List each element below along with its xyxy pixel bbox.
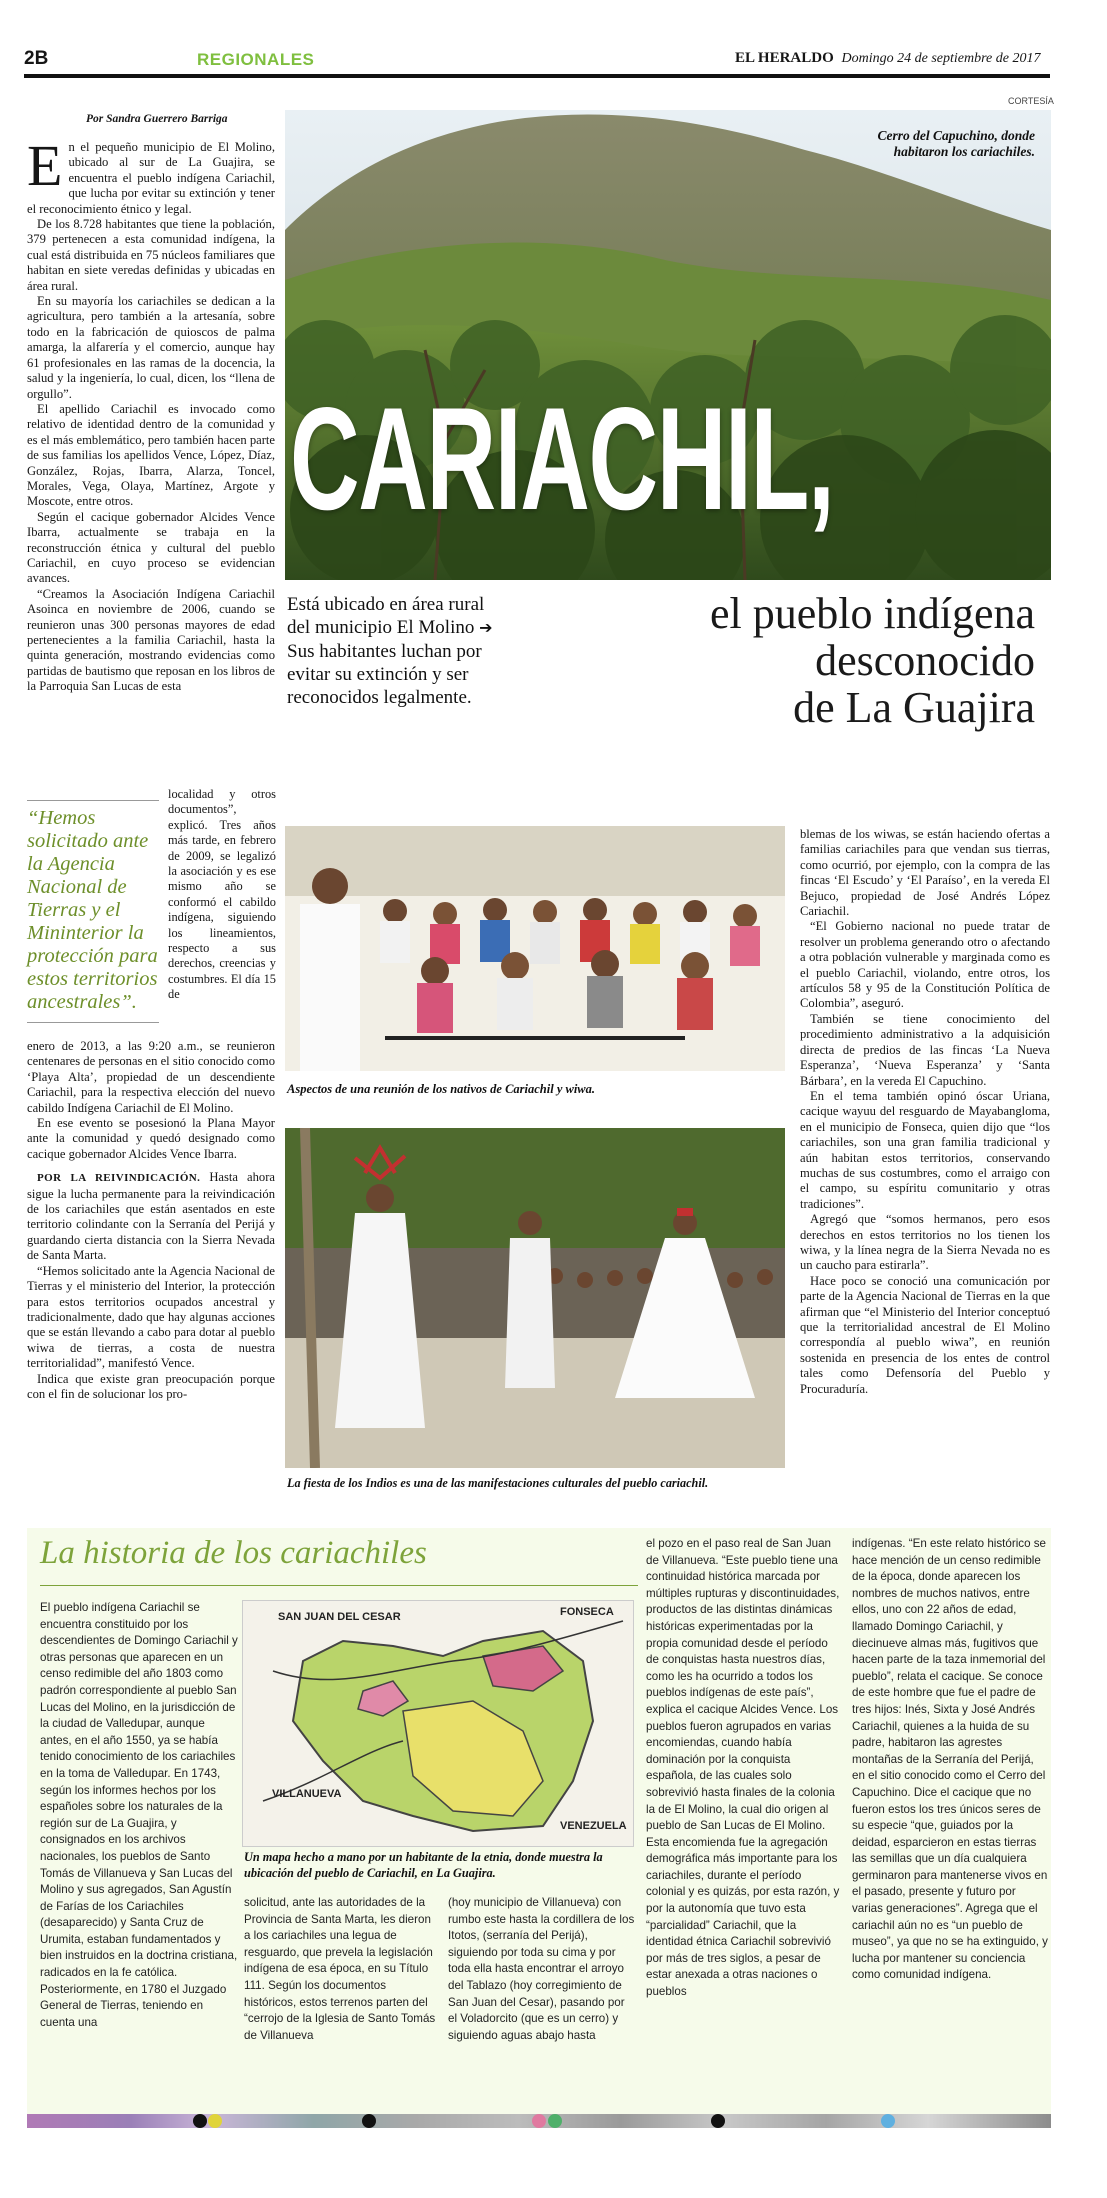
meeting-photo — [285, 826, 785, 1071]
map-caption: Un mapa hecho a mano por un habitante de la etnia, donde muestra la ubicación del pueblo de Cariachil, en La Guajira. — [244, 1850, 603, 1880]
paragraph: blemas de los wiwas, se están haciendo ofertas a familias cariachiles para que vendan sus tierras, como ocurrió, por ejemplo, con la compra de las fincas ‘El Escudo’ y ‘El Paraíso’, en la vereda El Bejuco, propiedad de José Andrés López Cariachil. — [800, 827, 1050, 919]
hero-caption: Cerro del Capuchino, donde habitaron los cariachiles. — [877, 128, 1035, 159]
registration-dot — [208, 2114, 222, 2128]
hand-drawn-map — [242, 1600, 634, 1847]
dance-caption: La fiesta de los Indios es una de las manifestaciones culturales del pueblo cariachil. — [287, 1476, 709, 1490]
header-rule — [24, 74, 1050, 78]
paragraph: También se tiene conocimiento del procedimiento administrativo a la adquisición directa de predios de las fincas ‘La Nueva Esperanza’, ‘Nueva Esperanza’ y ‘Santa Bárbara’, en la vereda El Capuchino. — [800, 1011, 1050, 1088]
map-image — [243, 1601, 633, 1846]
section-name: REGIONALES — [197, 50, 315, 69]
paragraph: enero de 2013, a las 9:20 a.m., se reunieron centenares de personas en el sitio conocido como ‘Playa Alta’, propiedad de un descendiente Cariachil, para la respectiva elección del nuevo cabildo Indígena Cariachil de El Molino. — [27, 1039, 275, 1115]
pullquote: “Hemos solicitado ante la Agencia Nacional de Tierras y el Mininterior la protección para estos territorios ancestrales”. — [27, 807, 158, 1013]
subtitle-line: desconocido — [815, 636, 1035, 685]
history-title-rule — [40, 1585, 638, 1586]
pullquote-rule-top — [27, 800, 159, 801]
paper-name: EL HERALDO — [735, 50, 834, 66]
masthead — [735, 50, 1040, 67]
paragraph: Agregó que “somos hermanos, pero esos derechos en estos territorios no los tienen los wiwa, y la línea negra de la Sierra Nevada no es un caucho para estirarla”. — [800, 1212, 1050, 1273]
registration-dot — [548, 2114, 562, 2128]
map-label: SAN JUAN DEL CESAR — [278, 1611, 401, 1623]
deck — [287, 593, 499, 709]
paragraph: “Hemos solicitado ante la Agencia Nacional de Tierras y el ministerio del Interior, la protección para estos territorios ocupados ancestral y tradicionalmente, dado que hay algunas acciones que se están llevando a cabo para dotar al pueblo wiwa de tierras, a costa de nuestra territorialidad”, manifestó Vence. — [27, 1263, 275, 1371]
history-column-1 — [40, 1600, 238, 2105]
paragraph: localidad y otros documentos”, explicó. Tres años más tarde, en febrero de 2009, se legalizó la asociación y es ese mismo año se conformó el cabildo indígena, siguiendo los lineamientos, respecto a sus derechos, creencias y costumbres. El día 15 de — [168, 787, 276, 1002]
column-4 — [800, 827, 1050, 1497]
lead-column — [27, 140, 275, 815]
paragraph: De los 8.728 habitantes que tiene la población, 379 pertenecen a esta comunidad indígena, la cual está distribuida en 75 núcleos familiares que habitan en siete veredas definidas y ubicadas en área rural. — [27, 217, 275, 293]
meeting-caption: Aspectos de una reunión de los nativos de Cariachil y wiwa. — [287, 1082, 596, 1096]
dance-photo — [285, 1128, 785, 1468]
map-label: VILLANUEVA — [272, 1788, 342, 1800]
paragraph: El apellido Cariachil es invocado como relativo de identidad dentro de la comunidad y es el más emblemático, pero también hacen parte de sus familias los apellidos Vence, López, Díaz, González, Rojas, Ibarra, Alarza, Toncel, Morales, Vega, Olaya, Martínez, Argote y Moscote, entre otros. — [27, 401, 275, 509]
history-column-4 — [646, 1536, 842, 2106]
subhead-kicker: POR LA REIVINDICACIÓN. — [37, 1172, 201, 1185]
paragraph: Según el cacique gobernador Alcides Vence Ibarra, actualmente se trabaja en la reconstrucción étnica y cultural del pueblo Cariachil, en cuyo proceso se evidencian avances. — [27, 509, 275, 586]
paragraph: (hoy municipio de Villanueva) con rumbo este hasta la cordillera de los Itotos, (serranía del Perijá), siguiendo por toda su cima y por toda ella hasta encontrar el arroyo del Tablazo (hoy corregimiento de San Juan del Cesar), pasando por el Voladorcito (que es un cerro) y siguiendo aguas abajo hasta — [448, 1896, 635, 2042]
headline-main: CARIACHIL, — [290, 377, 834, 540]
paragraph: indígenas. “En este relato histórico se hace mención de un censo redimible de la época, donde aparecen los nombres de muchos nativos, entre ellos, uno con 22 años de edad, llamado Domingo Cariachil, y diecinueve almas más, fugitivos que hacen parte de la taza inmemorial del pueblo”, relata el cacique. Se conoce de este hombre que fue el padre de tres hijos: Inés, Sixta y José Andrés Cariachil, quienes a la huida de su padre, habitaron las agrestes montañas de la Serranía del Perijá, en el sitio conocido como el Cerro del Capuchino. Dice el cacique que no fueron estos los tres únicos seres de su especie “que, guiados por la deidad, esparcieron en estas tierras las semillas que un día cualquiera germinaron para mantenerse vivos en el pasado, presente y futuro por varias generaciones”. Agrega que el cariachil aún no es “un pueblo de museo”, ya que no se ha extinguido, y lucha por mantener su conciencia como comunidad indígena. — [852, 1537, 1048, 1982]
narrow-column — [168, 787, 276, 1035]
deck-text: Sus habitantes luchan por evitar su extinción y ser reconocidos legalmente. — [287, 641, 482, 708]
drop-cap: E — [27, 140, 63, 198]
byline: Por Sandra Guerrero Barriga — [86, 113, 228, 125]
headline-subtitle — [520, 590, 1035, 731]
registration-dot — [532, 2114, 546, 2128]
history-column-3 — [448, 1895, 636, 2105]
page-number: 2B — [24, 48, 49, 69]
paragraph: el pozo en el paso real de San Juan de Villanueva. “Este pueblo tiene una continuidad histórica marcada por múltiples rupturas y discontinuidades, productos de las distintas dinámicas históricas experimentadas por la propia comunidad desde el período de conquistas hasta nuestros días, como les ha ocurrido a todos los pueblos indígenas de este país”, explica el cacique Alcides Vence. Los pueblos fueron agrupados en varias encomiendas, cuando había dominación por la conquista española, de las cuales solo sobrevivió hasta finales de la colonia la de El Molino, la cual dio origen al pueblo de San Lucas de El Molino. Esta encomienda fue la agregación demográfica más importante para los cariachiles, durante el período colonial y es quizás, por esta razón, y por la autonomía que tuvo esta “parcialidad” Cariachil, que la identidad étnica Cariachil sobrevivió por más de tres siglos, a pesar de estar anexada a otras naciones o pueblos — [646, 1537, 840, 1999]
paragraph: “El Gobierno nacional no puede tratar de resolver un problema generando otro o afectando a otra población vulnerable y marginada como es el pueblo Cariachil, violando, entre otros, los artículos 58 y 95 de la Constitución Política de Colombia”, aseguró. — [800, 919, 1050, 1011]
map-label: VENEZUELA — [560, 1820, 627, 1832]
photo-credit: CORTESÍA — [1008, 96, 1054, 106]
history-column-5 — [852, 1536, 1048, 2106]
meeting-image — [285, 826, 785, 1071]
deck-text: Está ubicado en área rural del municipio El Molino — [287, 594, 485, 638]
paragraph: Hace poco se conoció una comunicación por parte de la Agencia Nacional de Tierras en la que afirman que “el Ministerio del Interior conceptuó que la territorialidad ancestral de El Molino correspondía al pueblo wiwa”, en reunión sostenida en presencia de los entes de control tales como Defensoría del Pueblo y Procuraduría. — [800, 1273, 1050, 1396]
dance-image — [285, 1128, 785, 1468]
issue-date: Domingo 24 de septiembre de 2017 — [841, 51, 1041, 66]
registration-dot — [362, 2114, 376, 2128]
map-label: FONSECA — [560, 1606, 614, 1618]
paragraph: En su mayoría los cariachiles se dedican a la agricultura, pero también a la artesanía, sobre todo en la fabricación de quioscos de palma amarga, la alfarería y el comercio, aunque hay 61 profesionales en las ramas de la docencia, la salud y la ingeniería, lo cual, dicen, los “llena de orgullo”. — [27, 294, 275, 401]
registration-dot — [881, 2114, 895, 2128]
subtitle-line: de La Guajira — [793, 683, 1035, 732]
paragraph: El pueblo indígena Cariachil se encuentra constituido por los descendientes de Domingo Cariachil y otras personas que aparecen en un censo redimible del año 1803 como padrón correspondiente al pueblo San Lucas del Molino, en la jurisdicción de la ciudad de Valledupar, aunque antes, en el año 1550, ya se había tenido conocimiento de los cariachiles en la toma de Valledupar. En 1743, según los informes hechos por los españoles sobre los naturales de la región sur de La Guajira, y consignados en los archivos nacionales, los pueblos de Santo Tomás de Villanueva y San Lucas del Molino y sus agregados, San Agustín de Farías de los Cariachiles (desaparecido) y Santa Cruz de Urumita, estaban fundamentados y bien instruidos en la doctrina cristiana, radicados en la fe católica. Posteriormente, en 1780 el Juzgado General de Tierras, teniendo en cuenta una — [40, 1601, 238, 2029]
arrow-icon: ➔ — [479, 620, 493, 637]
history-title: La historia de los cariachiles — [40, 1535, 427, 1571]
registration-dot — [711, 2114, 725, 2128]
registration-dot — [193, 2114, 207, 2128]
paragraph: solicitud, ante las autoridades de la Provincia de Santa Marta, les dieron a los cariachiles una legua de resguardo, que prevela la legislación indígena de esa época, en su Título 111. Según los documentos históricos, estos terrenos parten del “cerrojo de la Iglesia de Santo Tomás de Villanueva — [244, 1896, 436, 2042]
paragraph-text: Hasta ahora sigue la lucha permanente para la reivindicación de los cariachiles que están asentados en este territorio colindante con la Serranía del Perijá y guardando cierta distancia con la Sierra Nevada de Santa Marta. — [27, 1170, 275, 1263]
paragraph — [27, 1170, 275, 1263]
paragraph: Indica que existe gran preocupación porque con el fin de solucionar los pro- — [27, 1371, 275, 1401]
paragraph: En el tema también opinó óscar Uriana, cacique wayuu del resguardo de Mayabangloma, en el municipio de Fonseca, quien dijo que “los cariachiles, son una gran familia tradicional y aún habitan estos territorios, conservando muchas de sus costumbres, como el arraigo con el campo, su espíritu comunitario y otras tradiciones”. — [800, 1088, 1050, 1211]
pullquote-rule-bottom — [27, 1022, 159, 1023]
lead-paragraph: n el pequeño municipio de El Molino, ubicado al sur de La Guajira, se encuentra el pueblo indígena Cariachil, que lucha por evitar su extinción y tener el reconocimiento étnico y legal. — [27, 140, 275, 216]
subtitle-line: el pueblo indígena — [709, 589, 1035, 638]
paragraph: “Creamos la Asociación Indígena Cariachil Asoinca en noviembre de 2006, cuando se reunieron unas 300 personas mayores de edad pertenecientes a la familia Cariachil, hasta la quinta generación, mostrando evidencias como partidas de bautismo que reposan en los libros de la Parroquia San Lucas de esta — [27, 586, 275, 694]
paragraph: En ese evento se posesionó la Plana Mayor ante la comunidad y quedó designado como cacique gobernador Alcides Vence Ibarra. — [27, 1116, 275, 1161]
history-column-2 — [244, 1895, 436, 2105]
column-1-continued — [27, 1039, 275, 1499]
